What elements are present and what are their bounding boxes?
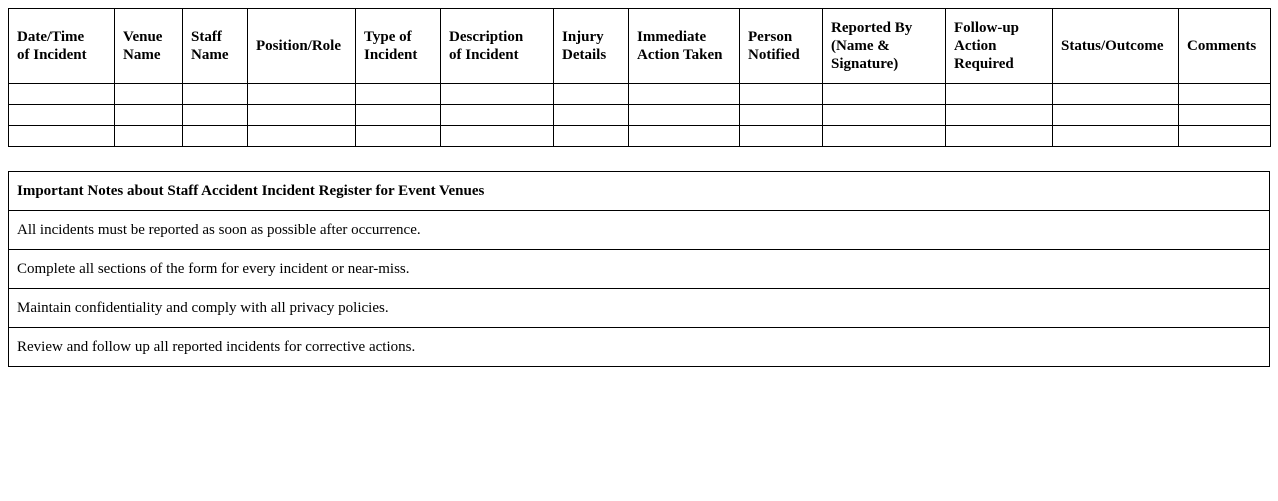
table-cell[interactable] [9,105,115,126]
table-cell[interactable] [1053,105,1179,126]
table-cell[interactable] [115,105,183,126]
note-item: All incidents must be reported as soon as possible after occurrence. [9,211,1270,250]
note-row [9,328,1270,367]
table-cell[interactable] [441,126,554,147]
header-line: Comments [1187,38,1257,54]
table-cell[interactable] [183,84,248,105]
table-row [9,126,1271,147]
header-line: Follow-up [954,20,1020,36]
table-cell[interactable] [1053,126,1179,147]
table-cell[interactable] [554,84,629,105]
table-cell[interactable] [248,126,356,147]
table-row [9,84,1271,105]
column-header [9,9,115,84]
header-line: Description [449,29,524,45]
note-item: Review and follow up all reported incidents for corrective actions. [9,328,1270,367]
table-cell[interactable] [1179,105,1271,126]
register-header-row [9,9,1271,84]
column-header [740,9,823,84]
column-header [554,9,629,84]
header-line: Action Taken [637,47,723,63]
header-line: Action [954,38,997,54]
note-row [9,250,1270,289]
table-cell[interactable] [356,105,441,126]
column-header [356,9,441,84]
header-line: (Name & [831,38,890,54]
column-header [629,9,740,84]
table-cell[interactable] [356,126,441,147]
table-cell[interactable] [823,105,946,126]
header-line: Venue [123,29,163,45]
header-line: Injury [562,29,604,45]
column-header [248,9,356,84]
table-cell[interactable] [9,126,115,147]
note-item: Complete all sections of the form for every incident or near-miss. [9,250,1270,289]
header-line: of Incident [449,47,519,63]
register-body [9,84,1271,147]
table-cell[interactable] [1179,84,1271,105]
incident-register-table [8,8,1271,147]
header-line: Type of [364,29,412,45]
table-cell[interactable] [115,84,183,105]
column-header [946,9,1053,84]
table-cell[interactable] [441,105,554,126]
header-line: Position/Role [256,38,341,54]
table-cell[interactable] [823,126,946,147]
table-cell[interactable] [441,84,554,105]
column-header [441,9,554,84]
table-cell[interactable] [183,126,248,147]
table-cell[interactable] [740,126,823,147]
table-cell[interactable] [823,84,946,105]
header-line: Date/Time [17,29,85,45]
header-line: Details [562,47,607,63]
table-cell[interactable] [629,84,740,105]
header-line: Person [748,29,793,45]
table-cell[interactable] [946,84,1053,105]
header-line: of Incident [17,47,87,63]
notes-title: Important Notes about Staff Accident Incident Register for Event Venues [9,172,1270,211]
header-line: Notified [748,47,800,63]
note-row [9,211,1270,250]
note-item: Maintain confidentiality and comply with all privacy policies. [9,289,1270,328]
header-line: Immediate [637,29,707,45]
header-line: Status/Outcome [1061,38,1164,54]
important-notes-table [8,171,1270,367]
column-header [1179,9,1271,84]
table-row [9,105,1271,126]
header-line: Required [954,56,1014,72]
table-cell[interactable] [183,105,248,126]
table-cell[interactable] [629,126,740,147]
table-cell[interactable] [629,105,740,126]
notes-title-row [9,172,1270,211]
table-cell[interactable] [9,84,115,105]
table-cell[interactable] [554,105,629,126]
table-cell[interactable] [740,105,823,126]
table-cell[interactable] [554,126,629,147]
header-line: Name [191,47,229,63]
header-line: Signature) [831,56,899,72]
table-cell[interactable] [740,84,823,105]
column-header [183,9,248,84]
table-cell[interactable] [1179,126,1271,147]
table-cell[interactable] [946,126,1053,147]
column-header [115,9,183,84]
table-cell[interactable] [1053,84,1179,105]
column-header [823,9,946,84]
note-row [9,289,1270,328]
table-cell[interactable] [946,105,1053,126]
header-line: Staff [191,29,222,45]
header-line: Incident [364,47,418,63]
table-cell[interactable] [248,105,356,126]
header-line: Reported By [831,20,913,36]
table-cell[interactable] [115,126,183,147]
table-cell[interactable] [248,84,356,105]
header-line: Name [123,47,161,63]
table-cell[interactable] [356,84,441,105]
column-header [1053,9,1179,84]
